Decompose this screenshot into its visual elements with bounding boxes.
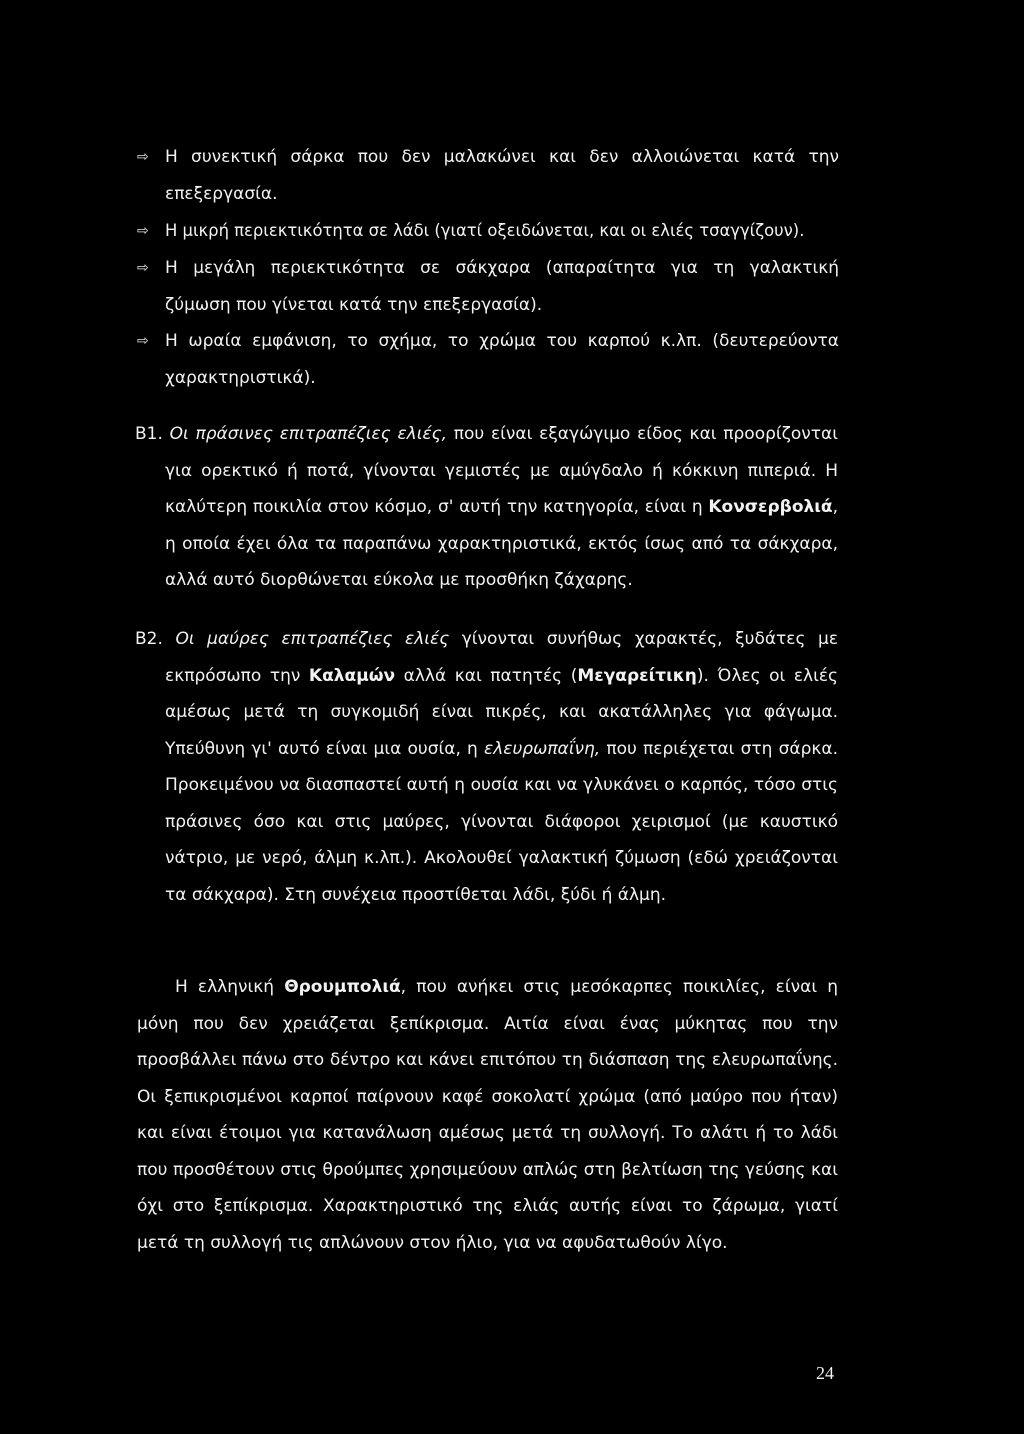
bullet-text-continued: χαρακτηριστικά). [165,367,316,388]
paragraph-b1 [135,416,838,599]
section-label: Β2. [135,629,163,649]
bold-term: Καλαμών [308,665,396,686]
bold-term: Θρουμπολιά [284,977,401,997]
italic-term: Οι πράσινες επιτραπέζιες ελιές, [169,424,448,444]
paragraph-text: Η ελληνική [175,977,285,997]
page-number: 24 [816,1363,834,1383]
bullet-item [137,213,839,250]
bullet-text-continued: ζύμωση που γίνεται κατά την επεξεργασία). [165,294,543,315]
bullet-text: Η μεγάλη περιεκτικότητα σε σάκχαρα (απαραίτητα για τη γαλακτική [165,258,839,278]
italic-term: ελευρωπαΐνη, [484,738,601,759]
paragraph-throumpolia [137,969,838,1261]
bullet-text-continued: επεξεργασία. [165,183,278,204]
bullet-text: Η συνεκτική σάρκα που δεν μαλακώνει και δεν αλλοιώνεται κατά την [165,147,839,167]
paragraph-b2 [135,621,838,913]
paragraph-text: ). Όλες οι ελιές αμέσως μετά τη συγκομιδή είναι πικρές, και ακατάλληλες για φάγωμα. Υπεύθυνη γι' αυτό είναι μια ουσία, η [165,665,838,759]
arrow-icon: ⇨ [137,260,149,276]
arrow-icon: ⇨ [137,333,149,349]
bold-term: Μεγαρείτικη [577,665,697,686]
paragraph-text: που περιέχεται στη σάρκα. Προκειμένου να διασπαστεί αυτή η ουσία και να γλυκάνει ο καρπός, τόσο στις πράσινες όσο και στις μαύρες, γίνονται διάφοροι χειρισμοί (με καυστικό νάτριο, με νερό, άλμη κ.λπ.). Ακολουθεί γαλακτική ζύμωση (εδώ χρειάζονται τα σάκχαρα). Στη συνέχεια προστίθεται λάδι, ξύδι ή άλμη. [165,738,838,905]
bullet-item [137,139,839,212]
bullet-item [137,250,839,323]
arrow-icon: ⇨ [137,223,149,239]
italic-term: Οι μαύρες επιτραπέζιες ελιές [175,629,450,649]
section-label: Β1. [135,424,163,444]
bullet-text: Η ωραία εμφάνιση, το σχήμα, το χρώμα του καρπού κ.λπ. (δευτερεύοντα [165,331,839,351]
paragraph-text: γίνονται συνήθως χαρακτές, ξυδάτες με εκπρόσωπο την [165,629,839,686]
bullet-item [137,323,839,396]
paragraph-text: , η οποία έχει όλα τα παραπάνω χαρακτηριστικά, εκτός ίσως από τα σάκχαρα, αλλά αυτό διορθώνεται εύκολα με προσθήκη ζάχαρης. [165,497,838,590]
arrow-icon: ⇨ [137,149,149,165]
paragraph-text: που είναι εξαγώγιμο είδος και προορίζονται για ορεκτικό ή ποτά, γίνονται γεμιστές με αμύγδαλο ή κόκκινη πιπεριά. Η καλύτερη ποικιλία στον κόσμο, σ' αυτή την κατηγορία, είναι η [165,424,838,517]
bullet-text: Η μικρή περιεκτικότητα σε λάδι (γιατί οξειδώνεται, και οι ελιές τσαγγίζουν). [165,221,805,240]
paragraph-text: , που ανήκει στις μεσόκαρπες ποικιλίες, είναι η μόνη που δεν χρειάζεται ξεπίκρισμα. Αιτία είναι ένας μύκητας που την προσβάλλει πάνω στο δέντρο και κάνει επιτόπου τη διάσπαση της ελευρωπαΐνης. Οι ξεπικρισμένοι καρποί παίρνουν καφέ σοκολατί χρώμα (από μαύρο που ήταν) και είναι έτοιμοι για κατανάλωση αμέσως μετά τη συλλογή. Το αλάτι ή το λάδι που προσθέτουν στις θρούμπες χρησιμεύουν απλώς στη βελτίωση της γεύσης και όχι στο ξεπίκρισμα. Χαρακτηριστικό της ελιάς αυτής είναι το ζάρωμα, γιατί μετά τη συλλογή τις απλώνουν στον ήλιο, για να αφυδατωθούν λίγο. [137,977,838,1253]
bold-term: Κονσερβολιά [708,497,833,517]
paragraph-text: αλλά και πατητές ( [395,665,578,686]
